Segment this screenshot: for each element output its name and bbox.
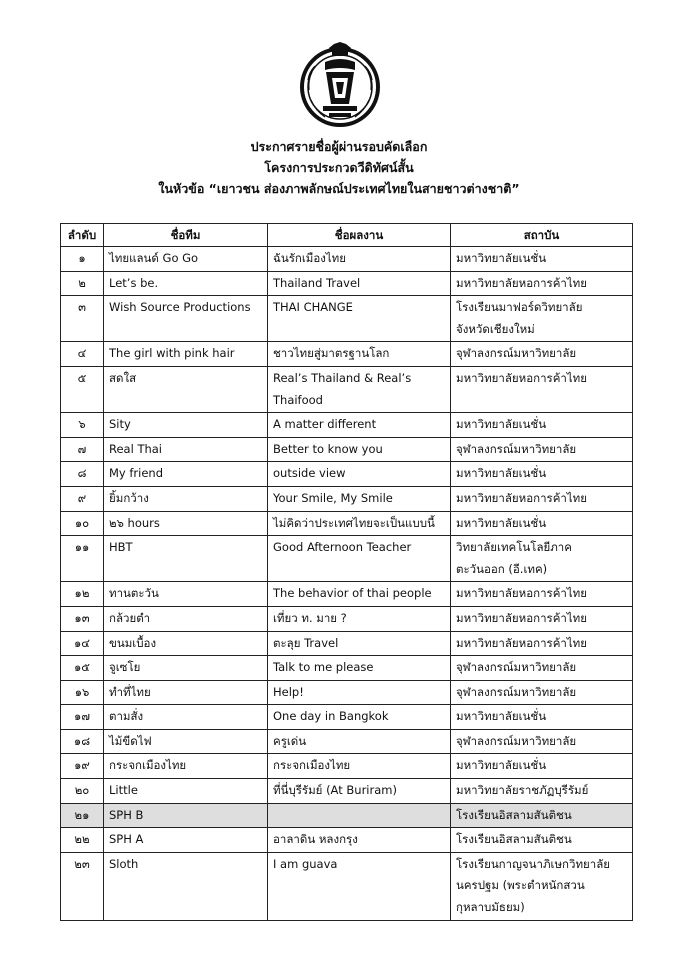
institution-cell — [451, 413, 633, 438]
institution-line: มหาวิทยาลัยเนชั่น — [456, 709, 547, 724]
row-number-cell: ๑๙ — [61, 754, 104, 779]
institution-line: ตะวันออก (อี.เทค) — [456, 561, 548, 576]
table-row — [61, 803, 633, 828]
row-number-cell: ๑๐ — [61, 511, 104, 536]
table-row — [61, 828, 633, 853]
institution-line: วิทยาลัยเทคโนโลยีภาค — [456, 540, 572, 555]
institution-line: โรงเรียนกาญจนาภิเษกวิทยาลัย — [456, 856, 611, 871]
institution-cell — [451, 296, 633, 342]
row-number-cell: ๓ — [61, 296, 104, 342]
team-name-cell: HBT — [104, 536, 268, 582]
institution-cell — [451, 247, 633, 272]
institution-cell — [451, 705, 633, 730]
institution-line: กุหลาบมัธยม) — [456, 900, 525, 915]
work-title-cell: Help! — [268, 680, 451, 705]
team-name-cell: Sity — [104, 413, 268, 438]
work-title-cell: ที่นี่บุรีรัมย์ (At Buriram) — [268, 779, 451, 804]
work-title-cell: outside view — [268, 462, 451, 487]
team-name-cell: ทำที่ไทย — [104, 680, 268, 705]
parliament-emblem-icon — [299, 42, 381, 128]
institution-line: มหาวิทยาลัยเนชั่น — [456, 417, 547, 432]
work-title-cell: Real’s Thailand & Real’s Thaifood — [268, 366, 451, 412]
table-row — [61, 779, 633, 804]
institution-cell — [451, 631, 633, 656]
column-header-team: ชื่อทีม — [104, 224, 268, 247]
table-row — [61, 754, 633, 779]
institution-cell — [451, 803, 633, 828]
institution-line: มหาวิทยาลัยราชภัฏบุรีรัมย์ — [456, 783, 589, 798]
institution-line: จังหวัดเชียงใหม่ — [456, 321, 535, 336]
team-name-cell: ตามสั่ง — [104, 705, 268, 730]
work-title-cell: Better to know you — [268, 437, 451, 462]
institution-cell — [451, 486, 633, 511]
row-number-cell: ๑๒ — [61, 582, 104, 607]
row-number-cell: ๑๑ — [61, 536, 104, 582]
institution-line: จุฬาลงกรณ์มหาวิทยาลัย — [456, 684, 577, 699]
team-name-cell: Little — [104, 779, 268, 804]
table-row — [61, 437, 633, 462]
team-name-cell: ขนมเบื้อง — [104, 631, 268, 656]
institution-line: จุฬาลงกรณ์มหาวิทยาลัย — [456, 733, 577, 748]
institution-line: มหาวิทยาลัยหอการค้าไทย — [456, 370, 587, 385]
institution-line: โรงเรียนมาฟอร์ดวิทยาลัย — [456, 300, 583, 315]
institution-line: จุฬาลงกรณ์มหาวิทยาลัย — [456, 660, 577, 675]
institution-cell — [451, 729, 633, 754]
institution-line: มหาวิทยาลัยหอการค้าไทย — [456, 275, 587, 290]
team-name-cell: Let’s be. — [104, 271, 268, 296]
institution-cell — [451, 511, 633, 536]
institution-line: จุฬาลงกรณ์มหาวิทยาลัย — [456, 441, 577, 456]
row-number-cell: ๒๑ — [61, 803, 104, 828]
heading-line-1: ประกาศรายชื่อผู้ผ่านรอบคัดเลือก — [250, 139, 428, 154]
institution-cell — [451, 680, 633, 705]
table-row — [61, 511, 633, 536]
institution-cell — [451, 828, 633, 853]
row-number-cell: ๖ — [61, 413, 104, 438]
institution-line: โรงเรียนอิสลามสันติชน — [456, 832, 572, 847]
institution-line: มหาวิทยาลัยเนชั่น — [456, 515, 547, 530]
team-name-cell: จูเซโย — [104, 656, 268, 681]
team-name-cell: Wish Source Productions — [104, 296, 268, 342]
table-row — [61, 656, 633, 681]
institution-line: จุฬาลงกรณ์มหาวิทยาลัย — [456, 346, 577, 361]
row-number-cell: ๑๕ — [61, 656, 104, 681]
row-number-cell: ๕ — [61, 366, 104, 412]
institution-cell — [451, 366, 633, 412]
institution-cell — [451, 606, 633, 631]
table-row — [61, 631, 633, 656]
team-name-cell: ไม้ขีดไฟ — [104, 729, 268, 754]
institution-cell — [451, 852, 633, 920]
table-row — [61, 536, 633, 582]
row-number-cell: ๗ — [61, 437, 104, 462]
institution-line: มหาวิทยาลัยเนชั่น — [456, 758, 547, 773]
team-name-cell: ๒๖ hours — [104, 511, 268, 536]
institution-line: มหาวิทยาลัยหอการค้าไทย — [456, 490, 587, 505]
table-row — [61, 342, 633, 367]
results-table — [60, 223, 633, 921]
institution-line: มหาวิทยาลัยเนชั่น — [456, 251, 547, 265]
table-row — [61, 296, 633, 342]
column-header-number: ลำดับ — [61, 224, 104, 247]
work-title-cell: Talk to me please — [268, 656, 451, 681]
work-title-cell: อาลาดิน หลงกรุง — [268, 828, 451, 853]
institution-cell — [451, 462, 633, 487]
team-name-cell: Real Thai — [104, 437, 268, 462]
table-row — [61, 680, 633, 705]
row-number-cell: ๒๐ — [61, 779, 104, 804]
institution-cell — [451, 437, 633, 462]
team-name-cell: กล้วยตำ — [104, 606, 268, 631]
table-row — [61, 486, 633, 511]
table-row — [61, 729, 633, 754]
work-title-cell: ชาวไทยสู่มาตรฐานโลก — [268, 342, 451, 367]
team-name-cell: SPH B — [104, 803, 268, 828]
institution-cell — [451, 779, 633, 804]
team-name-cell: SPH A — [104, 828, 268, 853]
institution-cell — [451, 754, 633, 779]
table-row — [61, 705, 633, 730]
row-number-cell: ๑๓ — [61, 606, 104, 631]
heading-line-2: โครงการประกวดวีดิทัศน์สั้น — [264, 160, 414, 175]
row-number-cell: ๒๓ — [61, 852, 104, 920]
table-row — [61, 271, 633, 296]
institution-line: โรงเรียนอิสลามสันติชน — [456, 807, 572, 822]
row-number-cell: ๔ — [61, 342, 104, 367]
work-title-cell: A matter different — [268, 413, 451, 438]
institution-line: นครปฐม (พระตำหนักสวน — [456, 878, 585, 893]
column-header-institution: สถาบัน — [451, 224, 633, 247]
table-row — [61, 247, 633, 272]
institution-cell — [451, 582, 633, 607]
work-title-cell: ครูเด่น — [268, 729, 451, 754]
column-header-work: ชื่อผลงาน — [268, 224, 451, 247]
institution-line: มหาวิทยาลัยหอการค้าไทย — [456, 635, 587, 650]
table-row — [61, 852, 633, 920]
announcement-heading — [0, 136, 678, 199]
institution-line: มหาวิทยาลัยเนชั่น — [456, 466, 547, 481]
team-name-cell: กระจกเมืองไทย — [104, 754, 268, 779]
row-number-cell: ๒๒ — [61, 828, 104, 853]
work-title-cell: I am guava — [268, 852, 451, 920]
work-title-cell: Your Smile, My Smile — [268, 486, 451, 511]
team-name-cell: ยิ้มกว้าง — [104, 486, 268, 511]
institution-cell — [451, 536, 633, 582]
work-title-cell: THAI CHANGE — [268, 296, 451, 342]
row-number-cell: ๑๖ — [61, 680, 104, 705]
row-number-cell: ๑ — [61, 247, 104, 272]
table-body — [61, 247, 633, 921]
table-header-row — [61, 224, 633, 247]
institution-cell — [451, 271, 633, 296]
work-title-cell: Thailand Travel — [268, 271, 451, 296]
work-title-cell: Good Afternoon Teacher — [268, 536, 451, 582]
heading-line-3: ในหัวข้อ “เยาวชน ส่องภาพลักษณ์ประเทศไทยในสายชาวต่างชาติ” — [158, 181, 520, 196]
table-row — [61, 606, 633, 631]
row-number-cell: ๙ — [61, 486, 104, 511]
work-title-cell: ไม่คิดว่าประเทศไทยจะเป็นแบบนี้ — [268, 511, 451, 536]
table-row — [61, 462, 633, 487]
work-title-cell: ตะลุย Travel — [268, 631, 451, 656]
team-name-cell: Sloth — [104, 852, 268, 920]
table-row — [61, 582, 633, 607]
team-name-cell: My friend — [104, 462, 268, 487]
team-name-cell: ทานตะวัน — [104, 582, 268, 607]
work-title-cell — [268, 803, 451, 828]
institution-line: มหาวิทยาลัยหอการค้าไทย — [456, 610, 587, 625]
row-number-cell: ๑๔ — [61, 631, 104, 656]
institution-cell — [451, 656, 633, 681]
work-title-cell: ฉันรักเมืองไทย — [268, 247, 451, 272]
work-title-cell: กระจกเมืองไทย — [268, 754, 451, 779]
institution-cell — [451, 342, 633, 367]
row-number-cell: ๑๘ — [61, 729, 104, 754]
row-number-cell: ๒ — [61, 271, 104, 296]
team-name-cell: ไทยแลนด์ Go Go — [104, 247, 268, 272]
table-row — [61, 366, 633, 412]
work-title-cell: The behavior of thai people — [268, 582, 451, 607]
row-number-cell: ๑๗ — [61, 705, 104, 730]
team-name-cell: The girl with pink hair — [104, 342, 268, 367]
row-number-cell: ๘ — [61, 462, 104, 487]
table-row — [61, 413, 633, 438]
institution-line: มหาวิทยาลัยหอการค้าไทย — [456, 586, 587, 601]
work-title-cell: เที่ยว ท. มาย ? — [268, 606, 451, 631]
work-title-cell: One day in Bangkok — [268, 705, 451, 730]
team-name-cell: สดใส — [104, 366, 268, 412]
